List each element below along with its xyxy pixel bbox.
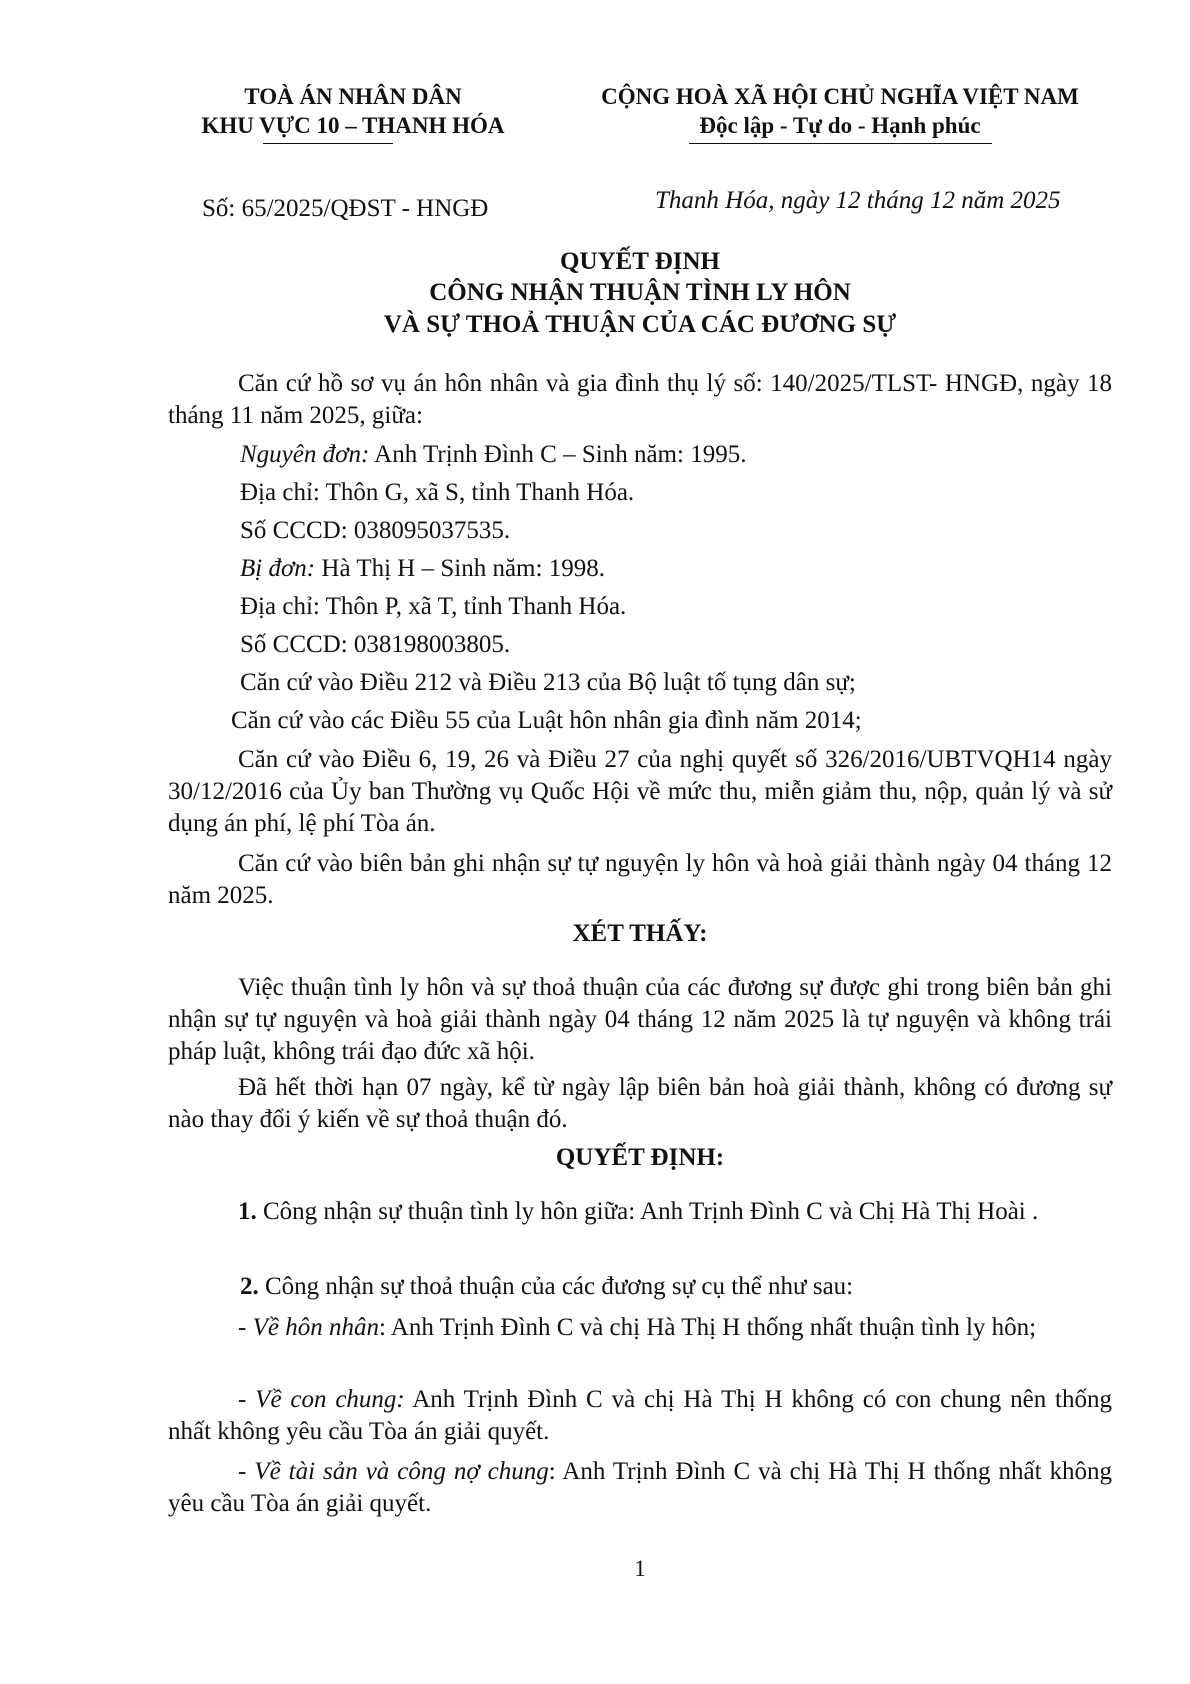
marriage-label: - Về hôn nhân [238, 1314, 379, 1341]
children-label: - Về con chung: [238, 1386, 405, 1413]
plaintiff-line [240, 440, 746, 470]
case-record-paragraph: Căn cứ hồ sơ vụ án hôn nhân và gia đình thụ lý số: 140/2025/TLST- HNGĐ, ngày 18 tháng 11 năm 2025, giữa: [168, 370, 1112, 429]
court-underline [263, 143, 393, 144]
plaintiff-address: Địa chỉ: Thôn G, xã S, tỉnh Thanh Hóa. [240, 479, 635, 506]
decision-item-2-text: Công nhận sự thoả thuận của các đương sự cụ thể như sau: [258, 1273, 854, 1300]
agreement-property [168, 1456, 1112, 1520]
plaintiff-id: Số CCCD: 038095037535. [240, 517, 511, 544]
nation-motto: Độc lập - Tự do - Hạnh phúc [699, 113, 981, 138]
law-basis-4: Căn cứ vào biên bản ghi nhận sự tự nguyện ly hôn và hoà giải thành ngày 04 tháng 12 năm 2025. [168, 850, 1112, 909]
decision-heading: QUYẾT ĐỊNH: [555, 1144, 725, 1171]
nation-line1: CỘNG HOÀ XÃ HỘI CHỦ NGHĨA VIỆT NAM [601, 84, 1079, 109]
defendant-line [240, 554, 605, 584]
findings-paragraph-2: Đã hết thời hạn 07 ngày, kể từ ngày lập biên bản hoà giải thành, không có đương sự nào thay đổi ý kiến về sự thoả thuận đó. [168, 1074, 1112, 1133]
defendant-value: Hà Thị H – Sinh năm: 1998. [315, 555, 605, 582]
agreement-children [168, 1384, 1112, 1448]
title-line2: CÔNG NHẬN THUẬN TÌNH LY HÔN [429, 279, 851, 306]
children-text: Anh Trịnh Đình C và chị Hà Thị H không có con chung nên thống nhất không yêu cầu Tòa án giải quyết. [168, 1386, 1112, 1445]
findings-heading: XÉT THẤY: [572, 920, 708, 947]
defendant-label: Bị đơn: [240, 555, 316, 582]
defendant-address: Địa chỉ: Thôn P, xã T, tỉnh Thanh Hóa. [240, 593, 627, 620]
court-name-line1: TOÀ ÁN NHÂN DÂN [244, 84, 462, 109]
decision-item-2 [240, 1272, 853, 1302]
marriage-text: : Anh Trịnh Đình C và chị Hà Thị H thống nhất thuận tình ly hôn; [378, 1314, 1037, 1341]
property-text: : Anh Trịnh Đình C và chị Hà Thị H thống nhất không yêu cầu Tòa án giải quyết. [168, 1458, 1112, 1517]
place-date: Thanh Hóa, ngày 12 tháng 12 năm 2025 [655, 187, 1061, 214]
property-label: - Về tài sản và công nợ chung [238, 1458, 549, 1485]
motto-underline [689, 143, 992, 144]
defendant-id: Số CCCD: 038198003805. [240, 631, 511, 658]
court-name-line2: KHU VỰC 10 – THANH HÓA [201, 113, 505, 138]
plaintiff-label: Nguyên đơn: [240, 441, 370, 468]
decision-item-1 [168, 1196, 1112, 1228]
title-line1: QUYẾT ĐỊNH [560, 248, 720, 275]
title-line3: VÀ SỰ THOẢ THUẬN CỦA CÁC ĐƯƠNG SỰ [383, 311, 897, 338]
decision-item-1-number: 1. [238, 1198, 257, 1225]
law-basis-2: Căn cứ vào các Điều 55 của Luật hôn nhân gia đình năm 2014; [231, 707, 862, 734]
document-number: Số: 65/2025/QĐST - HNGĐ [202, 195, 489, 222]
findings-paragraph-1: Việc thuận tình ly hôn và sự thoả thuận của các đương sự được ghi trong biên bản ghi nhận sự tự nguyện và hoà giải thành ngày 04 tháng 12 năm 2025 là tự nguyện và không trái pháp luật, không trái đạo đức xã hội. [168, 974, 1112, 1065]
decision-item-1-text: Công nhận sự thuận tình ly hôn giữa: Anh Trịnh Đình C và Chị Hà Thị Hoài . [256, 1198, 1039, 1225]
page-number: 1 [634, 1556, 646, 1581]
decision-item-2-number: 2. [240, 1273, 259, 1300]
plaintiff-value: Anh Trịnh Đình C – Sinh năm: 1995. [369, 441, 747, 468]
agreement-marriage [168, 1312, 1112, 1344]
law-basis-1: Căn cứ vào Điều 212 và Điều 213 của Bộ luật tố tụng dân sự; [240, 669, 856, 696]
law-basis-3: Căn cứ vào Điều 6, 19, 26 và Điều 27 của nghị quyết số 326/2016/UBTVQH14 ngày 30/12/2016 của Ủy ban Thường vụ Quốc Hội về mức thu, miễn giảm thu, nộp, quản lý và sử dụng án phí, lệ phí Tòa án. [168, 746, 1112, 837]
